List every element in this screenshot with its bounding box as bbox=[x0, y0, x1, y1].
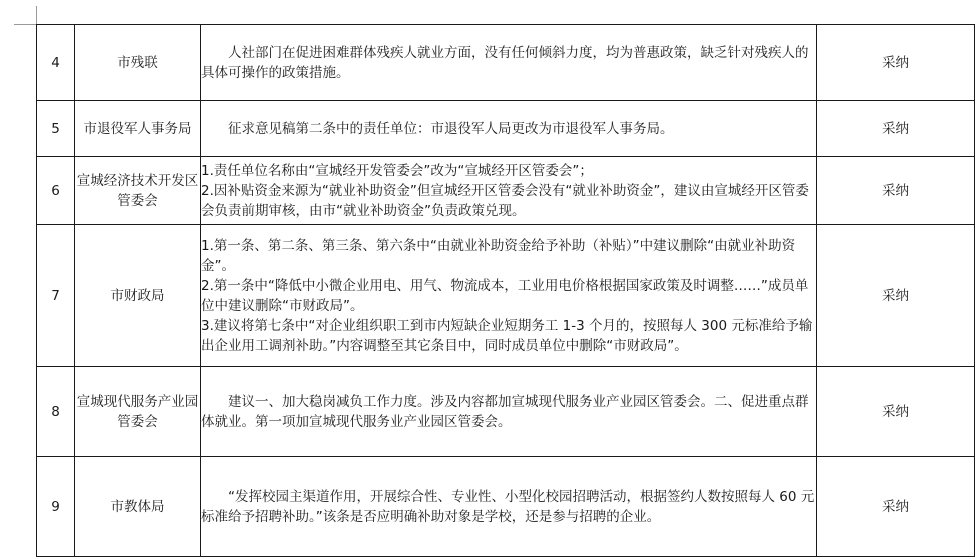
adoption-result: 采纳 bbox=[817, 101, 975, 157]
unit-name: 市教体局 bbox=[75, 457, 201, 557]
table-row bbox=[37, 157, 975, 225]
row-number: 9 bbox=[37, 457, 75, 557]
row-number: 6 bbox=[37, 157, 75, 225]
adoption-result: 采纳 bbox=[817, 25, 975, 101]
opinion-line: 人社部门在促进困难群体残疾人就业方面，没有任何倾斜力度，均为普惠政策，缺乏针对残疾人的具体可操作的政策措施。 bbox=[201, 44, 809, 81]
unit-name: 市财政局 bbox=[75, 225, 201, 367]
row-number: 5 bbox=[37, 101, 75, 157]
adoption-result: 采纳 bbox=[817, 457, 975, 557]
crop-mark-horizontal bbox=[14, 24, 36, 25]
opinion-cell bbox=[201, 25, 817, 101]
table-row bbox=[37, 25, 975, 101]
opinion-line: 1.责任单位名称由“宣城经开发管委会”改为“宣城经开区管委会”； bbox=[201, 162, 593, 179]
adoption-result: 采纳 bbox=[817, 157, 975, 225]
table-row bbox=[37, 367, 975, 457]
unit-name: 市退役军人事务局 bbox=[75, 101, 201, 157]
opinion-cell bbox=[201, 157, 817, 225]
row-number: 7 bbox=[37, 225, 75, 367]
opinion-line: 1.第一条、第二条、第三条、第六条中“由就业补助资金给予补助（补贴）”中建议删除“由就业补助资金”。 bbox=[201, 237, 796, 274]
opinion-line: “发挥校园主渠道作用，开展综合性、专业性、小型化校园招聘活动，根据签约人数按照每人 60 元标准给予招聘补助。”该条是否应明确补助对象是学校，还是参与招聘的企业。 bbox=[201, 488, 815, 525]
unit-name: 市残联 bbox=[75, 25, 201, 101]
adoption-result: 采纳 bbox=[817, 225, 975, 367]
opinion-line: 建议一、加大稳岗减负工作力度。涉及内容都加宣城现代服务业产业园区管委会。二、促进重点群体就业。第一项加宣城现代服务业产业园区管委会。 bbox=[201, 393, 809, 430]
row-number: 8 bbox=[37, 367, 75, 457]
unit-name: 宣城现代服务产业园管委会 bbox=[75, 367, 201, 457]
table-row bbox=[37, 101, 975, 157]
table-row bbox=[37, 457, 975, 557]
opinion-line: 2.因补贴资金来源为“就业补助资金”但宣城经开区管委会没有“就业补助资金”，建议由宣城经开区管委会负责前期审核，由市“就业补助资金”负责政策兑现。 bbox=[201, 182, 809, 219]
adoption-result: 采纳 bbox=[817, 367, 975, 457]
table-row bbox=[37, 225, 975, 367]
opinion-cell bbox=[201, 225, 817, 367]
opinion-line: 征求意见稿第二条中的责任单位：市退役军人局更改为市退役军人事务局。 bbox=[228, 120, 674, 137]
opinion-cell bbox=[201, 101, 817, 157]
crop-mark-vertical bbox=[36, 6, 37, 24]
unit-name: 宣城经济技术开发区管委会 bbox=[75, 157, 201, 225]
opinion-cell bbox=[201, 367, 817, 457]
row-number: 4 bbox=[37, 25, 75, 101]
feedback-table bbox=[36, 24, 975, 557]
opinion-cell bbox=[201, 457, 817, 557]
opinion-line: 3.建议将第七条中“对企业组织职工到市内短缺企业短期务工 1-3 个月的，按照每人 300 元标准给予输出企业用工调剂补助。”内容调整至其它条目中，同时成员单位中删除“市财政局”。 bbox=[201, 317, 813, 354]
opinion-line: 2.第一条中“降低中小微企业用电、用气、物流成本，工业用电价格根据国家政策及时调整……”成员单位中建议删除“市财政局”。 bbox=[201, 277, 809, 314]
